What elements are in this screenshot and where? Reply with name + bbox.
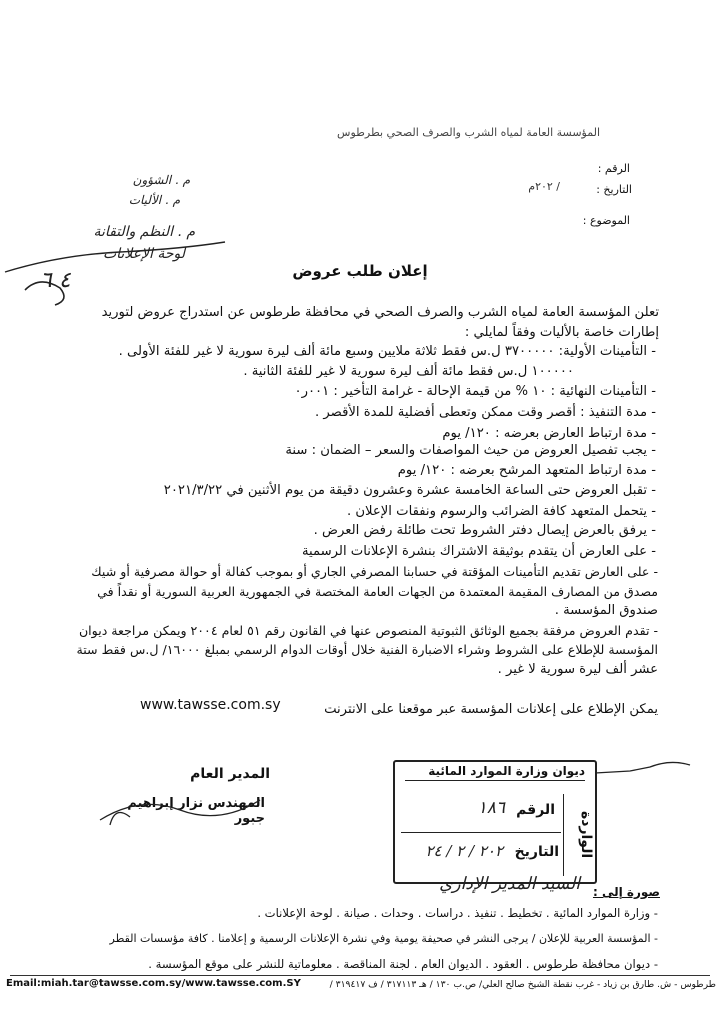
body-line-5: - التأمينات النهائية : ١٠ % من قيمة الإحالة - غرامة التأخير : ٠٠١ر٠ — [294, 384, 656, 399]
handwritten-note-2: م . الأليات — [128, 193, 180, 207]
subject-label: الموضوع : — [582, 214, 630, 227]
number-label: الرقم : — [597, 162, 630, 175]
body-line-18: المؤسسة للإطلاع على الشروط وشراء الاضبارة الفنية خلال أوقات الدوام الرسمي بمبلغ ١٦٠٠٠/ ل.س فقط ستة — [76, 642, 658, 657]
signature-scribble — [90, 775, 290, 835]
handwritten-note-1: م . الشؤون — [132, 173, 190, 187]
body-line-13: - على العارض أن يتقدم بوثيقة الاشتراك بنشرة الإعلانات الرسمية — [301, 544, 656, 559]
signature-role: المدير العام — [190, 766, 270, 782]
incoming-stamp — [393, 760, 597, 884]
copies-handwritten: السيد المدير الإداري — [439, 874, 580, 894]
body-line-11: - يتحمل المتعهد كافة الضرائب والرسوم ونفقات الإعلان . — [346, 504, 656, 519]
org-header: المؤسسة العامة لمياه الشرب والصرف الصحي بطرطوس — [337, 126, 600, 139]
announcement-title: إعلان طلب عروض — [292, 262, 428, 280]
body-line-9: - مدة ارتباط المتعهد المرشح بعرضه : ١٢٠/ يوم — [397, 463, 656, 478]
stamp-scribble — [590, 755, 700, 785]
stamp-number-value: ١٨٦ — [477, 798, 505, 818]
body-line-12: - يرفق بالعرض إيصال دفتر الشروط تحت طائلة رفض العرض . — [313, 523, 656, 538]
footer-address: طرطوس - ش. طارق بن زياد - غرب نقطة الشيخ صالح العلي/ ص.ب ١٣٠ / هـ ٣١٧١١٣ / ف ٣١٩٤١٧ / — [329, 979, 716, 990]
stamp-date-value: ٢٠٢ / ٢ / ٢٤ — [425, 842, 503, 860]
body-line-1: تعلن المؤسسة العامة لمياه الشرب والصرف الصحي في محافظة طرطوس عن استدراج عروض لتوريد — [101, 305, 659, 320]
body-line-10: - تقبل العروض حتى الساعة الخامسة عشرة وعشرون دقيقة من يوم الأثنين في ٢٠٢١/٣/٢٢ — [163, 483, 656, 498]
body-line-2: إطارات خاصة بالأليات وفقاً لمايلي : — [464, 325, 659, 340]
handwritten-note-4: لوحة الإعلانات — [102, 246, 185, 262]
body-line-3: - التأمينات الأولية: ٣٧٠٠٠٠٠ ل.س فقط ثلاثة ملايين وسبع مائة ألف ليرة سورية لا غير للفئة الأولى . — [118, 344, 656, 359]
stamp-divider — [401, 832, 561, 833]
web-url[interactable]: www.tawsse.com.sy — [140, 697, 281, 713]
body-line-17: - تقدم العروض مرفقة بجميع الوثائق الثبوتية المنصوص عنها في القانون رقم ٥١ لعام ٢٠٠٤ ويمكن مراجعة ديوان — [78, 623, 658, 638]
handwritten-note-3: م . النظم والتقانة — [93, 224, 195, 240]
stamp-ministry: ديوان وزارة الموارد المائية — [405, 764, 585, 781]
signature-name: المهندس نزار إبراهيم جبور — [127, 796, 265, 826]
body-line-8: - يجب تفصيل العروض من حيث المواصفات والسعر – الضمان : سنة — [285, 443, 656, 458]
web-note: يمكن الإطلاع على إعلانات المؤسسة عبر موقعنا على الانترنت — [324, 702, 658, 717]
copies-line-2: - المؤسسة العربية للإعلان / يرجى النشر في صحيفة يومية وفي نشرة الإعلانات الرسمية و إعلامنا . كافة مؤسسات القطر — [109, 932, 658, 945]
body-line-6: - مدة التنفيذ : أقصر وقت ممكن وتعطى أفضلية للمدة الأقصر . — [315, 405, 656, 420]
stamp-date-label: التاريخ — [514, 844, 559, 860]
handwritten-ref: ٤ ٦ — [40, 268, 71, 293]
footer-rule — [10, 975, 710, 976]
stamp-number-label: الرقم — [516, 802, 555, 818]
date-value: / ٢٠٢م — [528, 180, 560, 193]
footer-email[interactable]: Email:miah.tar@tawsse.com.sy/www.tawsse.com.SY — [6, 978, 301, 989]
body-line-15: مصدق من المصارف المقيمة المعتمدة من الجهات العامة المختصة في الجمهورية العربية السورية أو نقداً في — [97, 584, 658, 599]
handwritten-scribble — [0, 230, 230, 310]
copies-label: صورة إلى : — [592, 885, 660, 899]
stamp-side: الواردة — [563, 794, 594, 876]
body-line-14: - على العارض تقديم التأمينات المؤقتة في حسابنا المصرفي الجاري أو بموجب كفالة أو حوالة مصرفية أو شيك — [91, 564, 658, 579]
body-line-19: عشر ألف ليرة سورية لا غير . — [497, 662, 658, 677]
body-line-4: ١٠٠٠٠٠ ل.س فقط مائة ألف ليرة سورية لا غير للفئة الثانية . — [243, 364, 574, 379]
body-line-16: صندوق المؤسسة . — [554, 603, 658, 618]
copies-line-3: - ديوان محافظة طرطوس . العقود . الديوان العام . لجنة المناقصة . معلوماتية للنشر على موقع المؤسسة . — [148, 957, 658, 971]
copies-line-1: - وزارة الموارد المائية . تخطيط . تنفيذ . دراسات . وحدات . صيانة . لوحة الإعلانات . — [257, 906, 658, 920]
date-label: التاريخ : — [596, 183, 632, 196]
body-line-7: - مدة ارتباط العارض بعرضه : ١٢٠/ يوم — [442, 426, 656, 441]
